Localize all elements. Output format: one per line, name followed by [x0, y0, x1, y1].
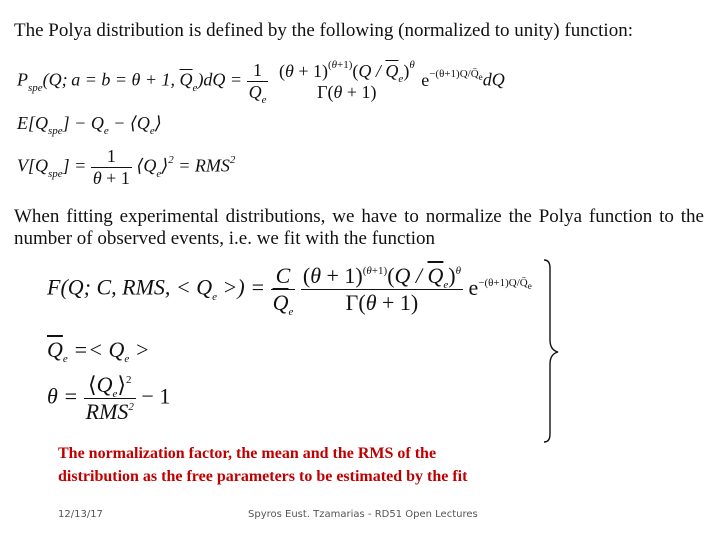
footer-date: 12/13/17 — [58, 509, 103, 520]
equation-fit-function: F(Q; C, RMS, < $Q_e$ >) = $\frac{C}{\overline{Q}_e}$ $\frac{(\theta + 1)^{(\theta+1)}(Q / \overline{Q}_e)^\theta}{\Gamma(\theta + 1)}$ $e^{-(\theta+1)Q/Q̄_e}$ — [47, 263, 532, 318]
note-line-1: The normalization factor, the mean and the RMS of the — [58, 445, 437, 462]
equation-polya-pdf: $P_{spe}(Q$; a = b = θ + 1, $\overline{Q}_e)dQ$ = $\frac{1}{Q_e}$ $(\theta + 1)^{(\theta+1)}(Q / \overline{Q}_e)^\theta$ Γ(θ + 1) $e^{-(\theta+1)Q/Q̄_e}dQ$ — [17, 58, 505, 106]
equation-variance: $V[Q_{spe}]$ = $\frac{1}{\theta + 1}$ $⟨Q_e⟩^2 = RMS^2$ — [17, 146, 236, 188]
right-brace — [536, 258, 566, 444]
note-line-2: distribution as the free parameters to be estimated by the fit — [58, 468, 468, 485]
intro-text: The Polya distribution is defined by the following (normalized to unity) function: — [14, 20, 633, 41]
equation-mean-def: $\overline{Q}_e =< Q_e$ > — [47, 337, 150, 365]
paragraph-text: When fitting experimental distributions, we have to normalize the Polya function to the number of observed events, i.e. we fit with the function — [14, 206, 704, 249]
footer-author: Spyros Eust. Tzamarias - RD51 Open Lectures — [248, 509, 478, 520]
equation-theta-def: θ = $\frac{⟨Q_e⟩^2}{RMS^2}$ − 1 — [47, 372, 171, 424]
equation-expectation: $E[Q_{spe}] - Q_e$ − $⟨Q_e⟩$ — [17, 113, 162, 137]
